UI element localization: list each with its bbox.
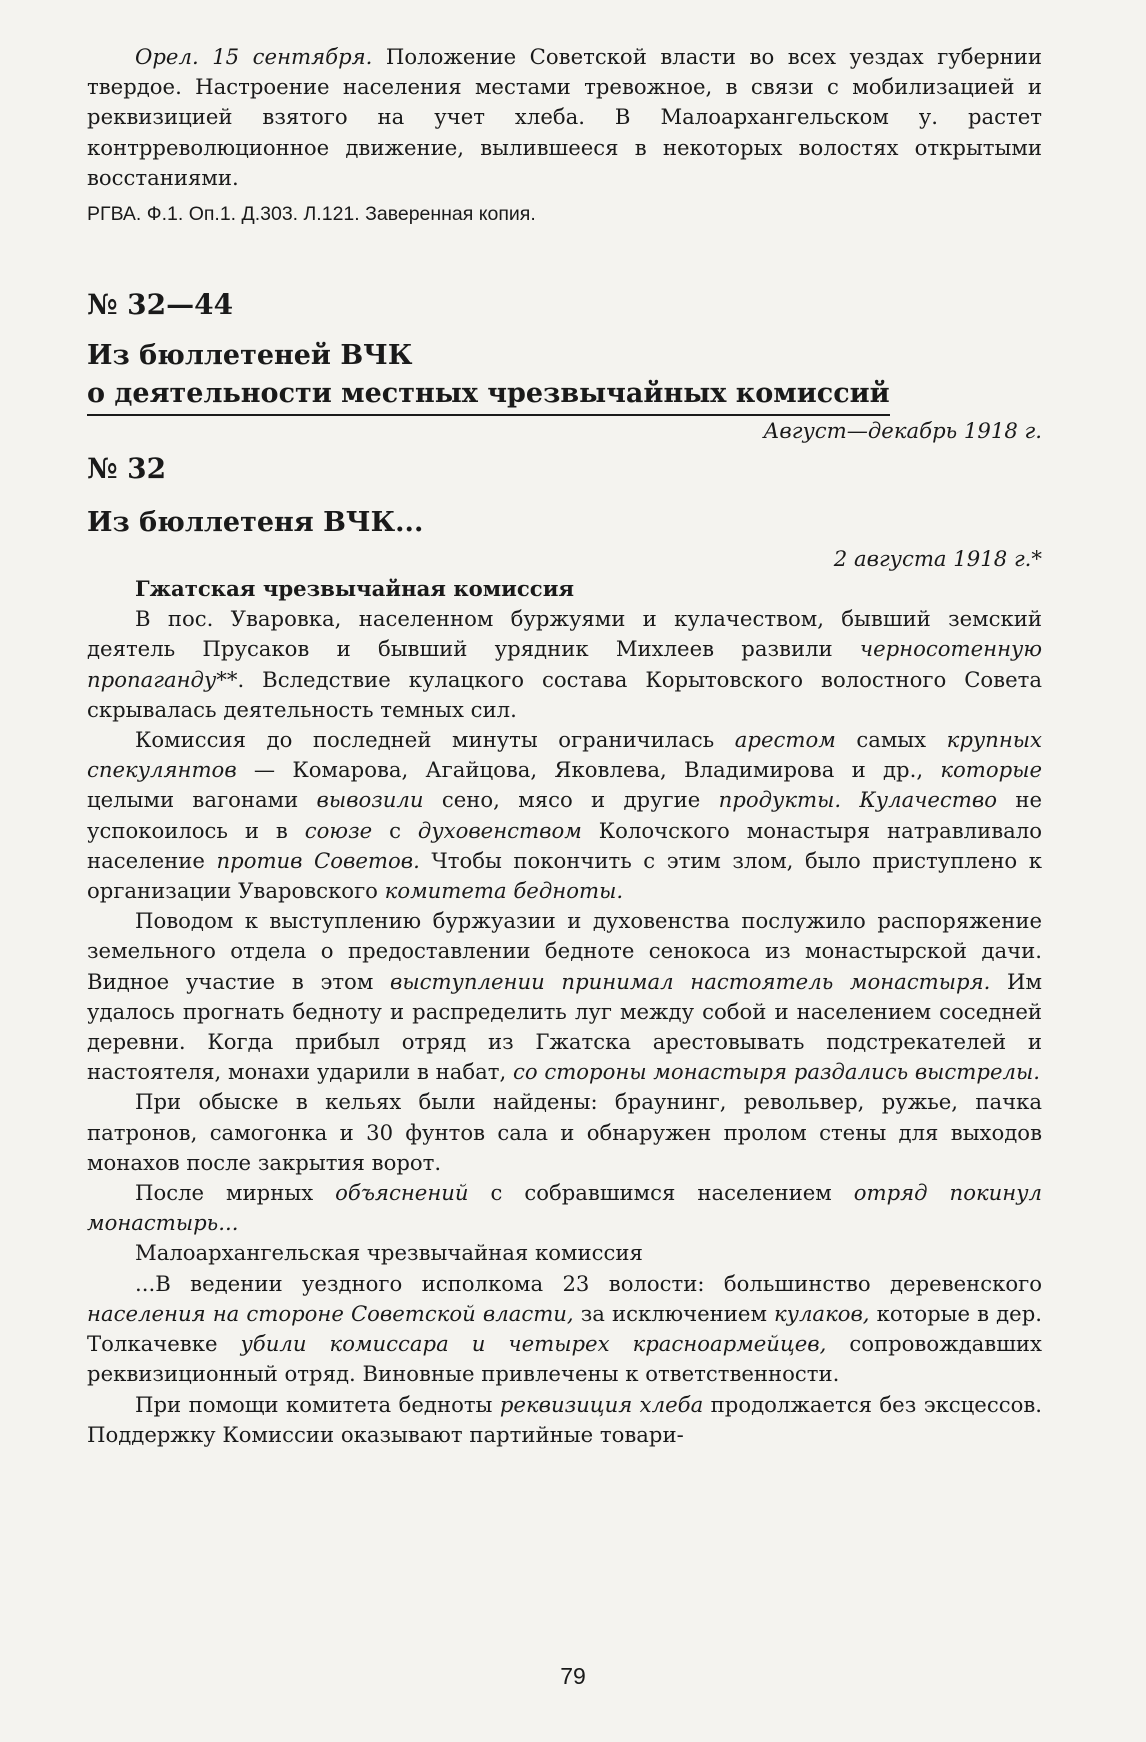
paragraph-uvarovka: В пос. Уваровка, населенном буржуями и кулачеством, бывший земский деятель Прусаков и бывший урядник Михлеев развили черносотенную пропаганду**. Вследствие кулацкого состава Корытовского волостного Совета скрывалась деятельность темных сил. bbox=[87, 606, 1042, 722]
gzhatsk-commission-heading: Гжатская чрезвычайная комиссия bbox=[135, 576, 575, 602]
page-number: 79 bbox=[560, 1663, 586, 1689]
document-number: № 32—44 bbox=[87, 288, 234, 322]
paragraph-search: При обыске в кельях были найдены: браунинг, револьвер, ружье, пачка патронов, самогонка и 30 фунтов сала и обнаружен пролом стены для выходов монахов после закрытия ворот. bbox=[87, 1089, 1042, 1175]
report-place-date: Орел. 15 сентября. bbox=[135, 44, 373, 69]
document-date-range: Август—декабрь 1918 г. bbox=[763, 418, 1042, 444]
maloarkhangelsk-commission-heading: Малоархангельская чрезвычайная комиссия bbox=[135, 1240, 643, 1266]
subdocument-date: 2 августа 1918 г.* bbox=[833, 546, 1042, 572]
title-line-1: Из бюллетеней ВЧК bbox=[87, 340, 413, 372]
paragraph-arrests: Комиссия до последней минуты ограничилась арестом самых крупных спекулянтов — Комарова, Агайцова, Яковлева, Владимирова и др., которые целыми вагонами вывозили сено, мясо и другие продукты. Кулачество не успокоилось и в союзе с духовенством Колочского монастыря натравливало население против Советов. Чтобы покончить с этим злом, было приступлено к организации Уваровского комитета бедноты. bbox=[87, 727, 1042, 904]
subdocument-number: № 32 bbox=[87, 452, 167, 486]
archive-source: РГВА. Ф.1. Оп.1. Д.303. Л.121. Заверенная копия. bbox=[87, 203, 536, 226]
subdocument-title: Из бюллетеня ВЧК... bbox=[87, 507, 424, 539]
orel-report-paragraph: Орел. 15 сентября. Положение Советской власти во всех уездах губернии твердое. Настроение населения местами тревожное, в связи с мобилизацией и реквизицией взятого на учет хлеба. В Малоархангельском у. растет контрреволюционное движение, вылившееся в некоторых волостях открытыми восстаниями. bbox=[87, 44, 1042, 190]
paragraph-departure: После мирных объяснений с собравшимся населением отряд покинул монастырь... bbox=[87, 1180, 1042, 1236]
paragraph-uprising: Поводом к выступлению буржуазии и духовенства послужило распоряжение земельного отдела о предоставлении бедноте сенокоса из монастырской дачи. Видное участие в этом выступлении принимал настоятель монастыря. Им удалось прогнать бедноту и распределить луг между собой и населением соседней деревни. Когда прибыл отряд из Гжатска арестовывать подстрекателей и настоятеля, монахи ударили в набат, со стороны монастыря раздались выстрелы. bbox=[87, 908, 1042, 1085]
paragraph-requisition: При помощи комитета бедноты реквизиция хлеба продолжается без эксцессов. Поддержку Комиссии оказывают партийные товари- bbox=[87, 1391, 1042, 1447]
document-title bbox=[87, 337, 1042, 416]
paragraph-volosts: ...В ведении уездного исполкома 23 волости: большинство деревенского населения на стороне Советской власти, за исключением кулаков, которые в дер. Толкачевке убили комиссара и четырех красноармейцев, сопровождавших реквизиционный отряд. Виновные привлечены к ответственности. bbox=[87, 1270, 1042, 1387]
title-line-2: о деятельности местных чрезвычайных комиссий bbox=[87, 375, 890, 416]
